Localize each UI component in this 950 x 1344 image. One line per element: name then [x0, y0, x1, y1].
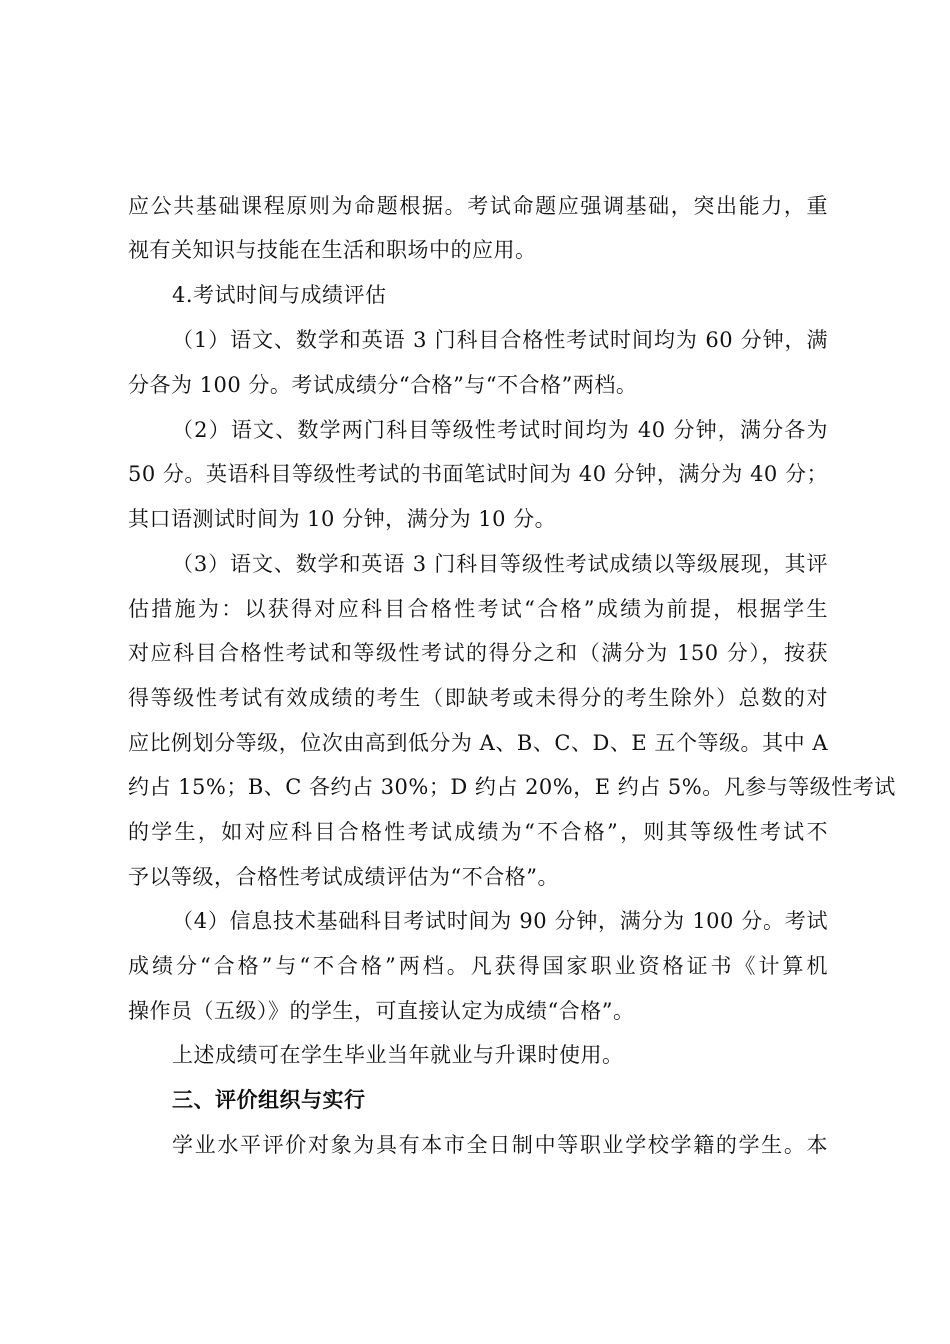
section-heading: 三、评价组织与实行	[172, 1088, 366, 1112]
paragraph-line: 上述成绩可在学生毕业当年就业与升课时使用。	[172, 1043, 624, 1067]
paragraph-line: （1）语文、数学和英语 3 门科目合格性考试时间均为 60 分钟，满	[172, 328, 828, 352]
section-subheading: 4.考试时间与成绩评估	[172, 283, 387, 307]
paragraph-line: 其口语测试时间为 10 分钟，满分为 10 分。	[128, 507, 557, 531]
paragraph-line: 成绩分“合格”与“不合格”两档。凡获得国家职业资格证书《计算机	[128, 954, 828, 978]
paragraph-line: 50 分。英语科目等级性考试的书面笔试时间为 40 分钟，满分为 40 分；	[128, 462, 828, 486]
paragraph-line: （3）语文、数学和英语 3 门科目等级性考试成绩以等级展现，其评	[172, 552, 828, 576]
paragraph-line: 操作员（五级）》的学生，可直接认定为成绩“合格”。	[128, 999, 635, 1023]
paragraph-line: 予以等级，合格性考试成绩评估为“不合格”。	[128, 865, 559, 889]
paragraph-line: 应公共基础课程原则为命题根据。考试命题应强调基础，突出能力，重	[128, 194, 828, 218]
paragraph-line: 应比例划分等级，位次由高到低分为 A、B、C、D、E 五个等级。其中 A	[128, 731, 828, 755]
paragraph-line: 对应科目合格性考试和等级性考试的得分之和（满分为 150 分），按获	[128, 641, 828, 665]
paragraph-line: 得等级性考试有效成绩的考生（即缺考或未得分的考生除外）总数的对	[128, 686, 828, 710]
paragraph-line: 估措施为：以获得对应科目合格性考试“合格”成绩为前提，根据学生	[128, 597, 828, 621]
paragraph-line: （4）信息技术基础科目考试时间为 90 分钟，满分为 100 分。考试	[172, 909, 828, 933]
paragraph-line: （2）语文、数学两门科目等级性考试时间均为 40 分钟，满分各为	[172, 418, 828, 442]
paragraph-line: 约占 15%；B、C 各约占 30%；D 约占 20%，E 约占 5%。凡参与等级性考试	[128, 775, 896, 799]
paragraph-line: 视有关知识与技能在生活和职场中的应用。	[128, 238, 537, 262]
paragraph-line: 分各为 100 分。考试成绩分“合格”与“不合格”两档。	[128, 373, 638, 397]
paragraph-line: 学业水平评价对象为具有本市全日制中等职业学校学籍的学生。本	[172, 1133, 828, 1157]
paragraph-line: 的学生，如对应科目合格性考试成绩为“不合格”，则其等级性考试不	[128, 820, 828, 844]
